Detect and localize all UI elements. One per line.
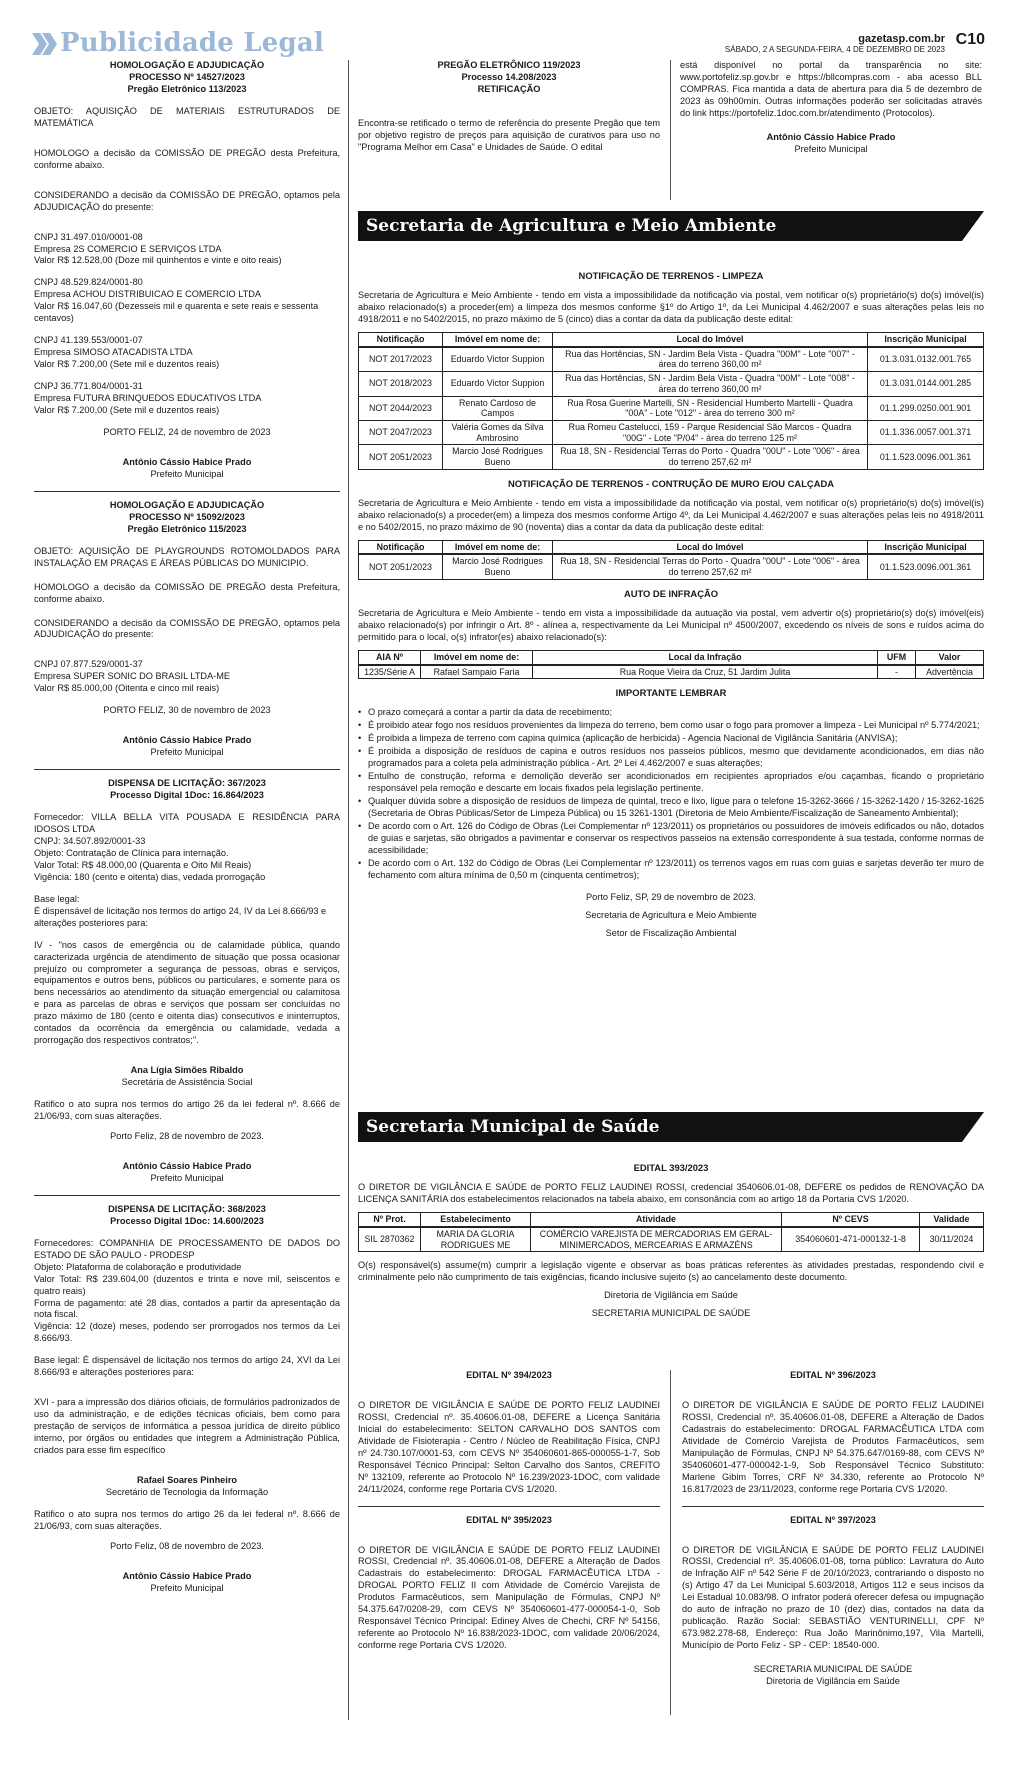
company-cnpj: CNPJ 07.877.529/0001-37	[34, 659, 143, 670]
table-cell: Rua das Hortências, SN - Jardim Bela Vista - Quadra "00M" - Lote "008" - área do terreno 360,00 m²	[553, 372, 868, 396]
edition-date: SÁBADO, 2 A SEGUNDA-FEIRA, 4 DE DEZEMBRO DE 2023	[724, 45, 945, 54]
notice-vigencia: Vigência: 180 (cento e oitenta) dias, vedada prorrogação	[34, 871, 266, 882]
notice-inciso: XVI - para a impressão dos diários oficiais, de formulários padronizados de uso da administração, e de edições técnicas oficiais, bem como para prestação de serviços de informática a pessoa jurídica de direito público interno, por órgãos ou entidades que integrem a Administração Pública, criados para esse fim específico	[34, 1397, 340, 1456]
notice-title: PREGÃO ELETRÔNICO 119/2023	[437, 60, 581, 70]
table-header-row	[359, 650, 984, 664]
signatory-role: Prefeito Municipal	[150, 1172, 224, 1183]
edital-title: EDITAL Nº 394/2023	[466, 1370, 552, 1380]
notice-separator	[682, 1506, 984, 1507]
table-cell: Marcio José Rodrigues Bueno	[443, 445, 553, 469]
notification-title: IMPORTANTE LEMBRAR	[615, 687, 727, 699]
signatory-name: Rafael Soares Pinheiro	[136, 1475, 238, 1486]
notice-title: HOMOLOGAÇÃO E ADJUDICAÇÃO	[109, 60, 265, 70]
edital-text: O DIRETOR DE VIGILÂNCIA E SAÚDE DE PORTO FELIZ LAUDINEI ROSSI, Credencial nº. 35.40606.01-08, torna público: Lavratura do Auto de Infração AIF nº 542 Série F de 20/10/2023, contrariando o disposto no (s) Artigo 47 da Lei Municipal 5.603/2018, Artigos 112 e seus incisos da Lei Estadual 10.083/98. O infrator poderá oferecer defesa ou impugnação do auto de infração no prazo de 10 (dez) dias, contados na data da publicação. Razão Social: SEBASTIÃO VENTURINELLI, CPF Nº 673.982.278-68, Endereço: Rua João Marinônimo,197, Vila Martelli, Município de Porto Feliz - SP - CEP: 18540-000.	[682, 1544, 984, 1651]
list-item: • De acordo com o Art. 126 do Código de Obras (Lei Complementar nº 123/2011) os proprietários ou possuidores de imóveis edificados ou não, dotados de guias e sarjetas, são obrigados a pavimentar e conservar os respectivos passeios na extensão correspondente à sua testada, conforme normas de acessibilidade;	[358, 821, 984, 857]
notice-date: Porto Feliz, 08 de novembro de 2023.	[110, 1540, 264, 1551]
notice-pagamento: Forma de pagamento: até 28 dias, contados a partir da apresentação da nota fiscal.	[34, 1297, 340, 1320]
company-entry	[34, 335, 340, 371]
notice-dispensa-367	[34, 778, 340, 1185]
list-item: • Entulho de construção, reforma e demolição deverão ser acondicionados em recipientes apropriados e/ou caçambas, ficando o proprietário responsável pela remoção e descarte em locais fixados pela legislação pertinente.	[358, 771, 984, 795]
table-cell: NOT 2051/2023	[359, 445, 443, 469]
notice-process: Processo Digital 1Doc: 14.600/2023	[110, 1215, 264, 1226]
list-item: • Qualquer dúvida sobre a disposição de resíduos de limpeza de quintal, treco e lixo, ligue para o telefone 15-3262-3666 / 15-3262-1420 / 15-3262-1625 (Secretaria de Obras Públicas/Setor de Limpeza Pública) ou 15 3261-1301 (Diretoria de Meio Ambiente/Fiscalização de Saneamento Ambiental);	[358, 796, 984, 820]
notice-homologo: HOMOLOGO a decisão da COMISSÃO DE PREGÃO desta Prefeitura, conforme abaixo.	[34, 147, 340, 170]
company-entry	[34, 232, 340, 268]
table-cell: 01.1.523.0096.001.361	[868, 445, 984, 469]
column-divider	[348, 60, 349, 1720]
notice-valor: Valor Total: R$ 48.000,00 (Quarenta e Oito Mil Reais)	[34, 859, 252, 870]
notice-base-text: É dispensável de licitação nos termos do artigo 24, IV da Lei 8.666/93 e alterações posteriores para:	[34, 905, 327, 928]
signatory-name: Secretaria de Agricultura e Meio Ambiente	[585, 909, 757, 920]
column-divider	[670, 60, 671, 200]
table-header-cell: UFM	[878, 650, 916, 664]
edital-394-block	[358, 1370, 660, 1660]
signatory-name: Diretoria de Vigilância em Saúde	[604, 1290, 738, 1301]
signatory-name: Antônio Cássio Habice Prado	[766, 131, 896, 142]
table-cell: Eduardo Victor Suppion	[443, 372, 553, 396]
signatory-role: Prefeito Municipal	[794, 143, 868, 154]
company-cnpj: CNPJ 31.497.010/0001-08	[34, 231, 143, 242]
notification-title: NOTIFICAÇÃO DE TERRENOS - LIMPEZA	[578, 270, 764, 281]
signatory-name: Ana Lígia Simões Ribaldo	[130, 1065, 244, 1076]
notice-homologacao-14527	[34, 60, 340, 481]
right-column-top	[680, 60, 982, 156]
saude-edital-393	[358, 1160, 984, 1326]
signatory-name: Antônio Cássio Habice Prado	[122, 1570, 252, 1581]
signatory-name: SECRETARIA MUNICIPAL DE SAÚDE	[753, 1664, 913, 1675]
notice-objeto: Objeto: Contratação de Clínica para internação.	[34, 847, 229, 858]
notice-process: PROCESSO Nº 15092/2023	[129, 511, 245, 522]
company-value: Valor R$ 16.047,60 (Dezesseis mil e quarenta e sete reais e sessenta centavos)	[34, 301, 319, 324]
double-chevron-icon	[32, 33, 58, 55]
company-name: Empresa SIMOSO ATACADISTA LTDA	[34, 347, 193, 358]
table-cell: SIL 2870362	[359, 1227, 421, 1252]
table-row	[359, 372, 984, 396]
notice-base: Base legal: É dispensável de licitação nos termos do artigo 24, XVI da Lei 8.666/93 e alterações posteriores para:	[34, 1355, 340, 1378]
notice-objeto: OBJETO: AQUISIÇÃO DE MATERIAIS ESTRUTURADOS DE MATEMÁTICA	[34, 105, 340, 128]
table-cell: Rua 18, SN - Residencial Terras do Porto - Quadra "00U" - Lote "006" - área do terreno 257,62 m²	[553, 445, 868, 469]
company-name: Empresa 2S COMERCIO E SERVIÇOS LTDA	[34, 243, 222, 254]
notice-fornecedor: Fornecedor: VILLA BELLA VITA POUSADA E RESIDÊNCIA PARA IDOSOS LTDA	[34, 812, 340, 834]
notice-cnpj: CNPJ: 34.507.892/0001-33	[34, 835, 146, 846]
table-header-cell: Estabelecimento	[421, 1213, 531, 1227]
notice-process: Processo Digital 1Doc: 16.864/2023	[110, 790, 264, 801]
company-entry	[34, 659, 340, 695]
notice-process: Processo 14.208/2023	[461, 71, 557, 82]
notice-objeto: OBJETO: AQUISIÇÃO DE PLAYGROUNDS ROTOMOLDADOS PARA INSTALAÇÃO EM PRAÇAS E ÁREAS PÚBLICAS DO MUNICIPIO.	[34, 545, 340, 568]
table-cell: NOT 2018/2023	[359, 372, 443, 396]
table-cell: -	[878, 665, 916, 679]
signatory-role: Prefeito Municipal	[150, 468, 224, 479]
left-column	[34, 60, 340, 1595]
table-cell: Rua Rosa Guerine Martelli, SN - Residencial Humberto Martelli - Quadra "00A" - Lote "012" - área do terreno 300 m²	[553, 396, 868, 420]
notification-text: Secretaria de Agricultura e Meio Ambiente - tendo em vista a impossibilidade da notificação via postal, vem notificar o(s) proprietário(s) do(s) imóvel(is) abaixo relacionado(s) a proceder(em) a limpeza dos mesmos conforme §1º do Artigo 1º, da Lei Municipal 4.462/2007 e suas alterações pelas leis no 4918/2011 e no 5402/2015, no prazo máximo de 5 (cinco) dias a contar da data da publicação deste edital:	[358, 290, 984, 325]
notice-title: DISPENSA DE LICITAÇÃO: 368/2023	[108, 1203, 266, 1214]
page-header	[0, 0, 1011, 60]
notice-date: PORTO FELIZ, 30 de novembro de 2023	[103, 705, 271, 716]
company-name: Empresa SUPER SONIC DO BRASIL LTDA-ME	[34, 671, 231, 682]
table-header-row	[359, 1213, 984, 1227]
company-value: Valor R$ 85.000,00 (Oitenta e cinco mil reais)	[34, 683, 220, 694]
company-cnpj: CNPJ 41.139.553/0001-07	[34, 335, 143, 346]
company-entry	[34, 277, 340, 325]
table-header-cell: Validade	[920, 1213, 984, 1227]
signatory-role: Prefeito Municipal	[150, 1582, 224, 1593]
notice-text: Encontra-se retificado o termo de referência do presente Pregão que tem por objetivo registro de preços para aquisição de curativos para uso no "Programa Melhor em Casa" e Unidades de Saúde. O edital	[358, 117, 660, 152]
company-cnpj: CNPJ 36.771.804/0001-31	[34, 381, 143, 392]
table-row	[359, 347, 984, 372]
signatory-role: Setor de Fiscalização Ambiental	[605, 927, 737, 938]
notice-date: Porto Feliz, SP, 29 de novembro de 2023.	[586, 891, 756, 902]
notice-ratifico: Ratifico o ato supra nos termos do artigo 26 da lei federal nº. 8.666 de 21/06/93, com suas alterações.	[34, 1508, 340, 1531]
table-row	[359, 445, 984, 469]
company-cnpj: CNPJ 48.529.824/0001-80	[34, 277, 143, 288]
table-header-cell: Atividade	[531, 1213, 782, 1227]
notification-table-limpeza	[358, 332, 984, 470]
table-cell: 01.1.336.0057.001.371	[868, 420, 984, 444]
notice-pregao: Pregão Eletrônico 113/2023	[127, 83, 247, 94]
table-header-cell: Imóvel em nome de:	[443, 540, 553, 554]
table-header-cell: Local do Imóvel	[553, 540, 868, 554]
notice-separator	[34, 1195, 340, 1196]
list-item: • O prazo começará a contar a partir da data de recebimento;	[358, 707, 984, 719]
notice-base-label: Base legal:	[34, 893, 80, 904]
table-cell: COMÉRCIO VAREJISTA DE MERCADORIAS EM GERAL- MINIMERCADOS, MERCEARIAS E ARMAZÉNS	[531, 1227, 782, 1252]
table-cell: 1235/Série A	[359, 665, 421, 679]
table-header-cell: Local do Imóvel	[553, 333, 868, 347]
notice-process: PROCESSO Nº 14527/2023	[129, 71, 245, 82]
table-row	[359, 1227, 984, 1252]
notification-title: AUTO DE INFRAÇÃO	[623, 587, 719, 599]
edital-after-text: O(s) responsável(s) assume(m) cumprir a legislação vigente e observar as boas práticas referentes às atividades prestadas, respondendo civil e criminalmente pelo não cumprimento de tais exigências, ficando inclusive sujeito (s) ao cancelamento deste documento.	[358, 1260, 984, 1283]
table-row	[359, 396, 984, 420]
company-name: Empresa ACHOU DISTRIBUICAO E COMERCIO LTDA	[34, 289, 261, 300]
notification-text: Secretaria de Agricultura e Meio Ambiente - tendo em vista a impossibilidade da autuação via postal, vem advertir o(s) proprietário(s) do(s) imóvel(eis) abaixo relacionado(s) por infringir o Art. 8º - alínea a, respectivamente da Lei Municipal nº 4500/2007, excedendo os níveis de sons e ruídos acima do permitido para o local, o(s) infrator(es) abaixo relacionado(s):	[358, 608, 984, 642]
table-row	[359, 554, 984, 579]
notice-homologo: HOMOLOGO a decisão da COMISSÃO DE PREGÃO desta Prefeitura, conforme abaixo.	[34, 581, 340, 604]
signatory-role: Secretária de Assistência Social	[121, 1077, 253, 1088]
signatory-name: Antônio Cássio Habice Prado	[122, 456, 252, 467]
notification-table-muro	[358, 540, 984, 580]
notice-date: Porto Feliz, 28 de novembro de 2023.	[110, 1131, 264, 1141]
list-item: • É proibida a disposição de resíduos de capina e outros resíduos nos passeios públicos, mesmo que devidamente acondicionados, em dias não programados para a coleta pela administração pública - Art. 2º Lei 4.462/2007 e suas alterações;	[358, 746, 984, 770]
table-header-cell: AIA Nº	[359, 650, 421, 664]
company-entry	[34, 381, 340, 417]
table-cell: Advertência	[916, 665, 984, 679]
table-cell: Eduardo Victor Suppion	[443, 347, 553, 372]
table-row	[359, 420, 984, 444]
notice-separator	[34, 491, 340, 492]
table-cell: NOT 2017/2023	[359, 347, 443, 372]
notice-homologacao-15092	[34, 500, 340, 759]
signatory-name: Antônio Cássio Habice Prado	[122, 1160, 252, 1171]
middle-column-top	[358, 60, 660, 162]
table-header-cell: Imóvel em nome de:	[443, 333, 553, 347]
edital-title: EDITAL 393/2023	[633, 1162, 709, 1173]
table-header-cell: Nº Prot.	[359, 1213, 421, 1227]
edital-title: EDITAL Nº 396/2023	[790, 1370, 876, 1380]
list-item: • De acordo com o Art. 132 do Código de Obras (Lei Complementar nº 123/2011) os terrenos vagos em ruas com guias e sarjetas deverão ter muro de fechamento com altura mínima de 0,50 m (cinquenta centímetros);	[358, 858, 984, 882]
notification-text: Secretaria de Agricultura e Meio Ambiente - tendo em vista a impossibilidade da notificação via postal, vem notificar o(s) proprietário(s) do(s) imóvel(is) abaixo relacionado(s) a proceder(em) a limpeza dos mesmos conforme Artigo 4º, da Lei Municipal 4.462/2007 e suas alterações pelas leis no 4918/2011 e no 5402/2015, no prazo máximo de 90 (noventa) dias a contar da data da publicação deste edital:	[358, 497, 984, 532]
section-bar-saude: Secretaria Municipal de Saúde	[358, 1112, 962, 1142]
company-value: Valor R$ 12.528,00 (Doze mil quinhentos e vinte e oito reais)	[34, 255, 282, 266]
notice-dispensa-368	[34, 1204, 340, 1595]
table-header-row	[359, 333, 984, 347]
table-cell: Marcio José Rodrigues Bueno	[443, 554, 553, 579]
table-cell: 30/11/2024	[920, 1227, 984, 1252]
table-cell: NOT 2047/2023	[359, 420, 443, 444]
list-item: • É proibido atear fogo nos resíduos provenientes da limpeza do terreno, bem como usar o fogo para promover a limpeza - Lei Municipal nº 5.774/2021;	[358, 720, 984, 732]
table-cell: 01.3.031.0144.001.285	[868, 372, 984, 396]
notice-objeto: Objeto: Plataforma de colaboração e produtividade	[34, 1261, 242, 1272]
table-header-cell: Nº CEVS	[782, 1213, 920, 1227]
edital-title: EDITAL Nº 395/2023	[466, 1514, 552, 1525]
table-cell: NOT 2044/2023	[359, 396, 443, 420]
notification-title: NOTIFICAÇÃO DE TERRENOS - CONTRUÇÃO DE MURO E/OU CALÇADA	[507, 477, 835, 489]
notice-valor: Valor Total: R$ 239.604,00 (duzentos e trinta e nove mil, seiscentos e quatro reais)	[34, 1273, 340, 1296]
table-cell: NOT 2051/2023	[359, 554, 443, 579]
table-cell: Rua 18, SN - Residencial Terras do Porto - Quadra "00U" - Lote "006" - área do terreno 257,62 m²	[553, 554, 868, 579]
notice-separator	[34, 769, 340, 770]
company-value: Valor R$ 7.200,00 (Sete mil e duzentos reais)	[34, 359, 220, 370]
edital-text: O DIRETOR DE VIGILÂNCIA E SAÚDE DE PORTO FELIZ LAUDINEI ROSSI, Credencial nº. 35.40606.01-08, DEFERE a Alteração de Dados Cadastrais do estabelecimento: DROGAL FARMACÊUTICA LTDA - DROGAL PORTO FELIZ II com Atividade de Comércio Varejista de Produtos Farmacêuticos, sem Manipulação de Fórmulas, CNPJ Nº 54.375.647/0208-29, com CEVS Nº 354060601-477-000054-1-0, Sob Responsável Técnico Principal: Ediney Alves de Chechi, CRF Nº 54156, referente ao Protocolo Nº 16.838/2023-1DOC, com validade 20/06/2024, conforme rege Portaria CVS 1/2020.	[358, 1544, 660, 1651]
table-header-cell: Notificação	[359, 333, 443, 347]
company-name: Empresa FUTURA BRINQUEDOS EDUCATIVOS LTDA	[34, 393, 262, 404]
table-cell: Renato Cardoso de Campos	[443, 396, 553, 420]
notice-title: DISPENSA DE LICITAÇÃO: 367/2023	[108, 778, 266, 789]
edital-text: O DIRETOR DE VIGILÂNCIA E SAÚDE DE PORTO FELIZ LAUDINEI ROSSI, Credencial nº. 35.40606.01-08, DEFERE a Licença Sanitária Inicial do estabelecimento: SELTON CARVALHO DOS SANTOS com Atividade de Fisioterapia - Centro / Núcleo de Reabilitação Física, CNPJ nº 24.730.107/0001-53, com CEVS Nº 354060601-865-000055-1-7, Sob Responsável Técnico Principal: Selton Carvalho dos Santos, CREFITO Nº 132109, referente ao Protocolo Nº 16.239/2023-1DOC, com validade 24/11/2024, conforme rege Portaria CVS 1/2020.	[358, 1399, 660, 1494]
table-header-cell: Imóvel em nome de:	[421, 650, 533, 664]
page-number: C10	[955, 31, 985, 48]
notice-text-continued: está disponível no portal da transparência no site: www.portofeliz.sp.gov.br e https://bllcompras.com - aba acesso BLL COMPRAS. Fica mantida a data de abertura para dia 5 de dezembro de 2023 às 09h00min. Outras informações poderão ser solicitadas através do link https://portofeliz.1doc.com.br/atendimento (Protocolos).	[680, 60, 982, 118]
notice-subtitle: RETIFICAÇÃO	[477, 83, 541, 94]
site-url: gazetasp.com.br	[858, 33, 945, 45]
column-divider	[670, 1370, 671, 1715]
notice-considerando: CONSIDERANDO a decisão da COMISSÃO DE PREGÃO, optamos pela ADJUDICAÇÃO do presente:	[34, 617, 340, 640]
reminder-list	[358, 707, 984, 881]
edital-text: O DIRETOR DE VIGILÂNCIA E SAÚDE de PORTO FELIZ LAUDINEI ROSSI, credencial 3540606.01-08, DEFERE os pedidos de RENOVAÇÃO DA LICENÇA SANITÁRIA dos estabelecimentos relacionados na tabela abaixo, em consonância com ao artigo 18 da Portaria CVS 1/2020.	[358, 1182, 984, 1205]
table-cell: Valéria Gomes da Silva Ambrosino	[443, 420, 553, 444]
section-brand	[32, 26, 324, 62]
edital-title: EDITAL Nº 397/2023	[790, 1514, 876, 1525]
table-cell: 01.3.031.0132.001.765	[868, 347, 984, 372]
notice-considerando: CONSIDERANDO a decisão da COMISSÃO DE PREGÃO, optamos pela ADJUDICAÇÃO do presente:	[34, 189, 340, 212]
table-cell: 01.1.523.0096.001.361	[868, 554, 984, 579]
notice-date: PORTO FELIZ, 24 de novembro de 2023	[103, 426, 271, 437]
table-header-cell: Inscrição Municipal	[868, 540, 984, 554]
table-header-cell: Notificação	[359, 540, 443, 554]
edital-396-block	[682, 1370, 984, 1688]
notice-ratifico: Ratifico o ato supra nos termos do artigo 26 da lei federal nº. 8.666 de 21/06/93, com suas alterações.	[34, 1099, 340, 1122]
company-value: Valor R$ 7.200,00 (Sete mil e duzentos reais)	[34, 405, 220, 416]
signatory-name: Antônio Cássio Habice Prado	[122, 735, 252, 746]
table-header-cell: Local da Infração	[533, 650, 878, 664]
table-cell: MARIA DA GLORIA RODRIGUES ME	[421, 1227, 531, 1252]
table-cell: Rua Roque Vieira da Cruz, 51 Jardim Julita	[533, 665, 878, 679]
notice-pregao: Pregão Eletrônico 115/2023	[127, 523, 247, 534]
table-cell: 01.1.299.0250.001.901	[868, 396, 984, 420]
signatory-role: Diretoria de Vigilância em Saúde	[766, 1676, 900, 1687]
table-row	[359, 665, 984, 679]
notice-fornecedor: Fornecedores: COMPANHIA DE PROCESSAMENTO DE DADOS DO ESTADO DE SÃO PAULO - PRODESP	[34, 1237, 340, 1260]
table-cell: Rafael Sampaio Faria	[421, 665, 533, 679]
notice-title: HOMOLOGAÇÃO E ADJUDICAÇÃO	[109, 499, 265, 510]
signatory-role: Prefeito Municipal	[150, 747, 224, 758]
section-bar-agricultura: Secretaria de Agricultura e Meio Ambiente	[358, 211, 962, 241]
notice-vigencia: Vigência: 12 (doze) meses, podendo ser prorrogados nos termos da Lei 8.666/93.	[34, 1321, 340, 1344]
table-cell: Rua Romeu Castelucci, 159 - Parque Residencial São Marcos - Quadra "00G" - Lote "P/04" - área do terreno 125 m²	[553, 420, 868, 444]
section-title: Publicidade Legal	[60, 28, 325, 59]
license-table	[358, 1212, 984, 1252]
agricultura-section	[358, 262, 984, 946]
table-header-cell: Valor	[916, 650, 984, 664]
edital-text: O DIRETOR DE VIGILÂNCIA E SAÚDE DE PORTO FELIZ LAUDINEI ROSSI, Credencial nº. 35.40606.01-08, DEFERE a Alteração de Dados Cadastrais do estabelecimento: DROGAL FARMACÊUTICA LTDA com Atividade de Comércio Varejista de Produtos Farmacêuticos, sem Manipulação de Fórmulas, CNPJ Nº 54.375.647/0169-88, com CEVS Nº 354060601-477-000042-1-9, Sob Responsável Técnico Substituto: Marlene Gibim Torres, CRF Nº 34.330, referente ao Protocolo Nº 16.817/2023 de 23/11/2023, conforme rege Portaria CVS 1/2020.	[682, 1399, 984, 1494]
table-cell: 354060601-471-000132-1-8	[782, 1227, 920, 1252]
table-cell: Rua das Hortências, SN - Jardim Bela Vista - Quadra "00M" - Lote "007" - área do terreno 360,00 m²	[553, 347, 868, 372]
infraction-table	[358, 650, 984, 679]
notice-inciso: IV - "nos casos de emergência ou de calamidade pública, quando caracterizada urgência de atendimento de situação que possa ocasionar prejuízo ou comprometer a segurança de pessoas, obras e serviços, equipamentos e outros bens, públicos ou particulares, e somente para os bens necessários ao atendimento da situação emergencial ou calamitosa e para as parcelas de obras e serviços que possam ser concluídas no prazo máximo de 180 (cento e oitenta dias) consecutivos e ininterruptos, contados da ocorrência da emergência ou calamidade, vedada a prorrogação dos respectivos contratos;".	[34, 939, 340, 1046]
list-item: • É proibida a limpeza de terreno com capina química (aplicação de herbicida) - Agencia Nacional de Vigilância Sanitária (ANVISA);	[358, 733, 984, 745]
table-header-row	[359, 540, 984, 554]
notice-separator	[358, 1506, 660, 1507]
table-header-cell: Inscrição Municipal	[868, 333, 984, 347]
signatory-role: SECRETARIA MUNICIPAL DE SAÚDE	[591, 1308, 751, 1319]
signatory-role: Secretário de Tecnologia da Informação	[105, 1486, 269, 1497]
